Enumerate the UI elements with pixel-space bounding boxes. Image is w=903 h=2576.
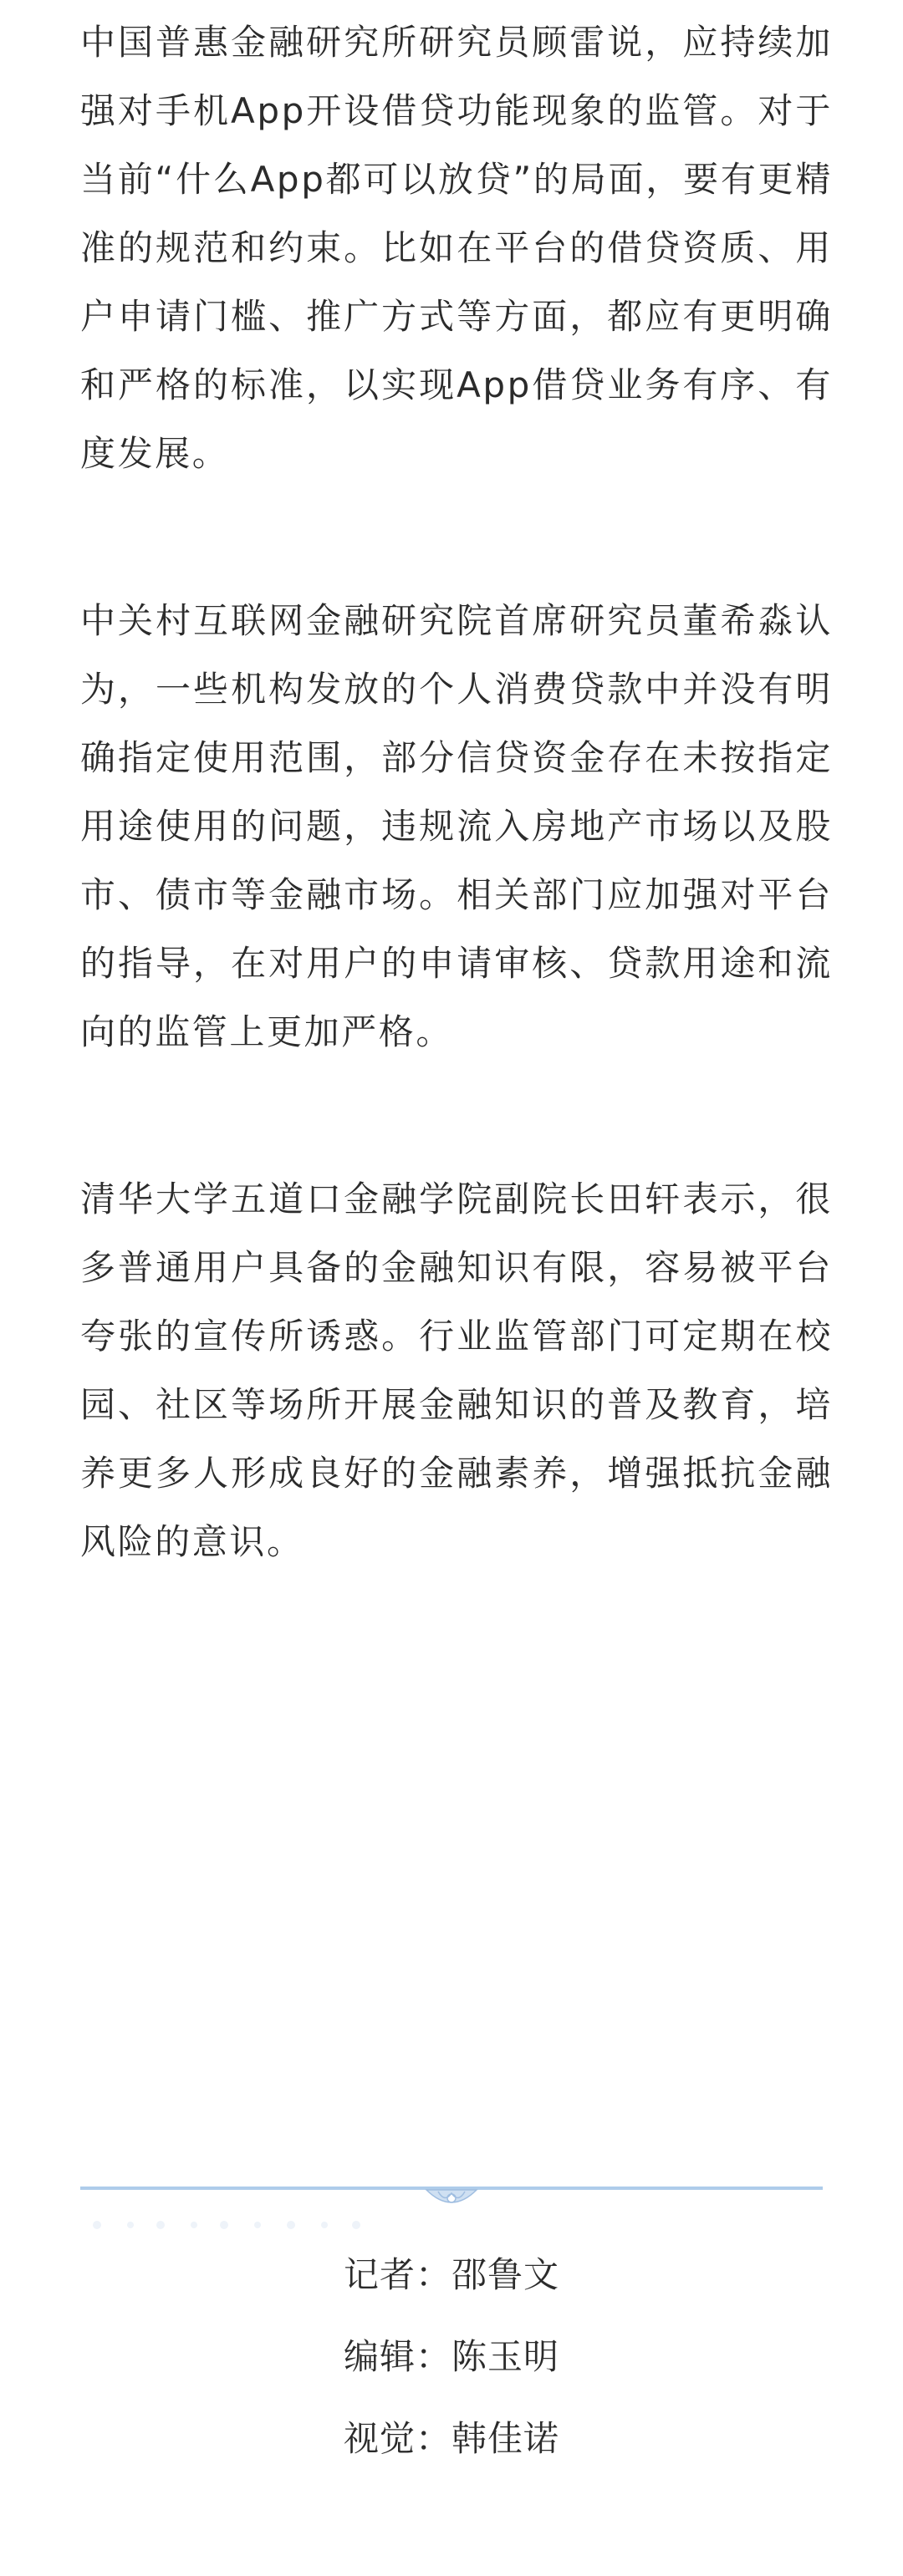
credits (0, 2248, 903, 2494)
divider-dots (93, 2221, 360, 2229)
ornamental-divider (80, 2181, 823, 2240)
paragraph-tian-xuan: 清华大学五道口金融学院副院长田轩表示，很多普通用户具备的金融知识有限，容易被平台夸张的宣传所诱惑。行业监管部门可定期在校园、社区等场所开展金融知识的普及教育，培养更多人形成良好的金融素养，增强抵抗金融风险的意识。 (80, 1179, 833, 1562)
credit-reporter: 记者：邵鲁文 (343, 2254, 559, 2295)
article-body (80, 8, 833, 1576)
divider-ornament-icon (426, 2190, 477, 2202)
credit-editor: 编辑：陈玉明 (343, 2336, 559, 2377)
paragraph-dong-ximiao: 中关村互联网金融研究院首席研究员董希淼认为，一些机构发放的个人消费贷款中并没有明确指定使用范围，部分信贷资金存在未按指定用途使用的问题，违规流入房地产市场以及股市、债市等金融市场。相关部门应加强对平台的指导，在对用户的申请审核、贷款用途和流向的监管上更加严格。 (80, 600, 833, 1052)
credit-visual: 视觉：韩佳诺 (343, 2418, 559, 2459)
paragraph-gu-lei: 中国普惠金融研究所研究员顾雷说，应持续加强对手机App开设借贷功能现象的监管。对于当前“什么App都可以放贷”的局面，要有更精准的规范和约束。比如在平台的借贷资质、用户申请门槛、推广方式等方面，都应有更明确和严格的标准，以实现App借贷业务有序、有度发展。 (80, 22, 833, 474)
